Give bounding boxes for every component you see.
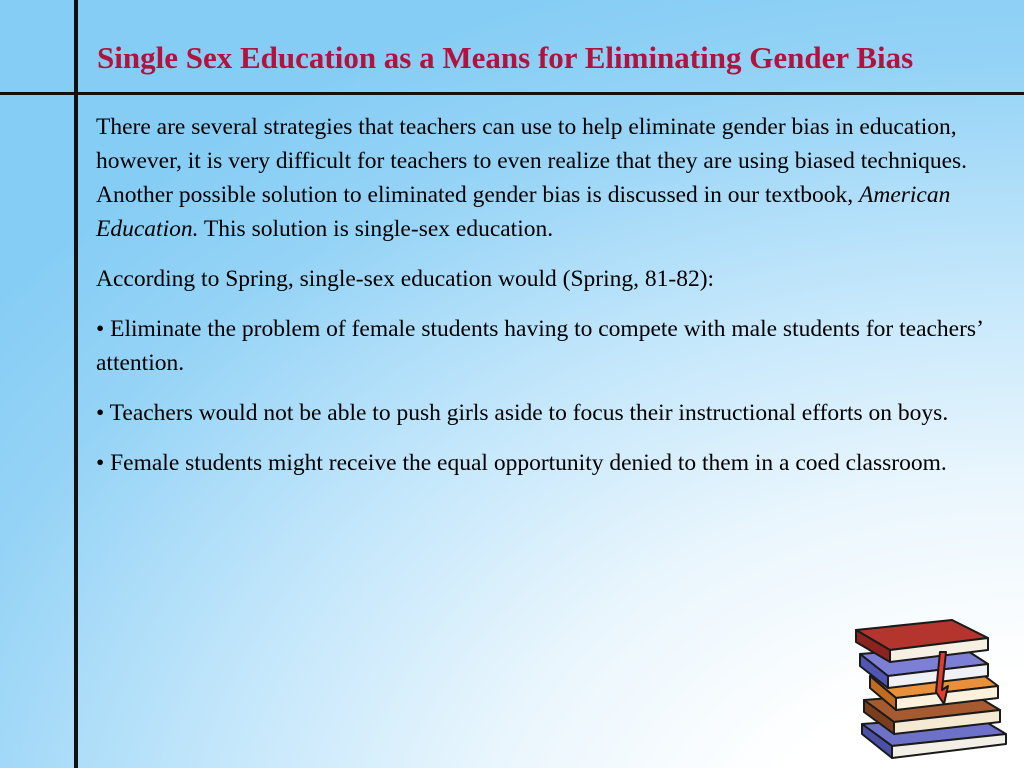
intro-paragraph [96,110,1016,246]
bullet-item-1: • Eliminate the problem of female students having to compete with male students for teachers’ attention. [96,316,983,376]
bullet-item-3: • Female students might receive the equal opportunity denied to them in a coed classroom. [96,450,947,476]
book-title: American Education. [96,182,951,242]
intro-text-end: This solution is single-sex education. [198,216,554,242]
intro-text: There are several strategies that teachers can use to help eliminate gender bias in education, however, it is very difficult for teachers to even realize that they are using biased techniques. Another possible solution to eliminated gender bias is discussed in our textbook, [96,114,968,208]
slide-body [96,110,1016,496]
bullet-item-2: • Teachers would not be able to push girls aside to focus their instructional efforts on boys. [96,400,949,426]
slide-title: Single Sex Education as a Means for Eliminating Gender Bias [97,40,914,75]
vertical-rule [74,0,78,768]
horizontal-rule [0,92,1024,95]
lead-paragraph: According to Spring, single-sex education would (Spring, 81-82): [96,266,715,292]
stack-of-books-icon [848,612,1014,762]
